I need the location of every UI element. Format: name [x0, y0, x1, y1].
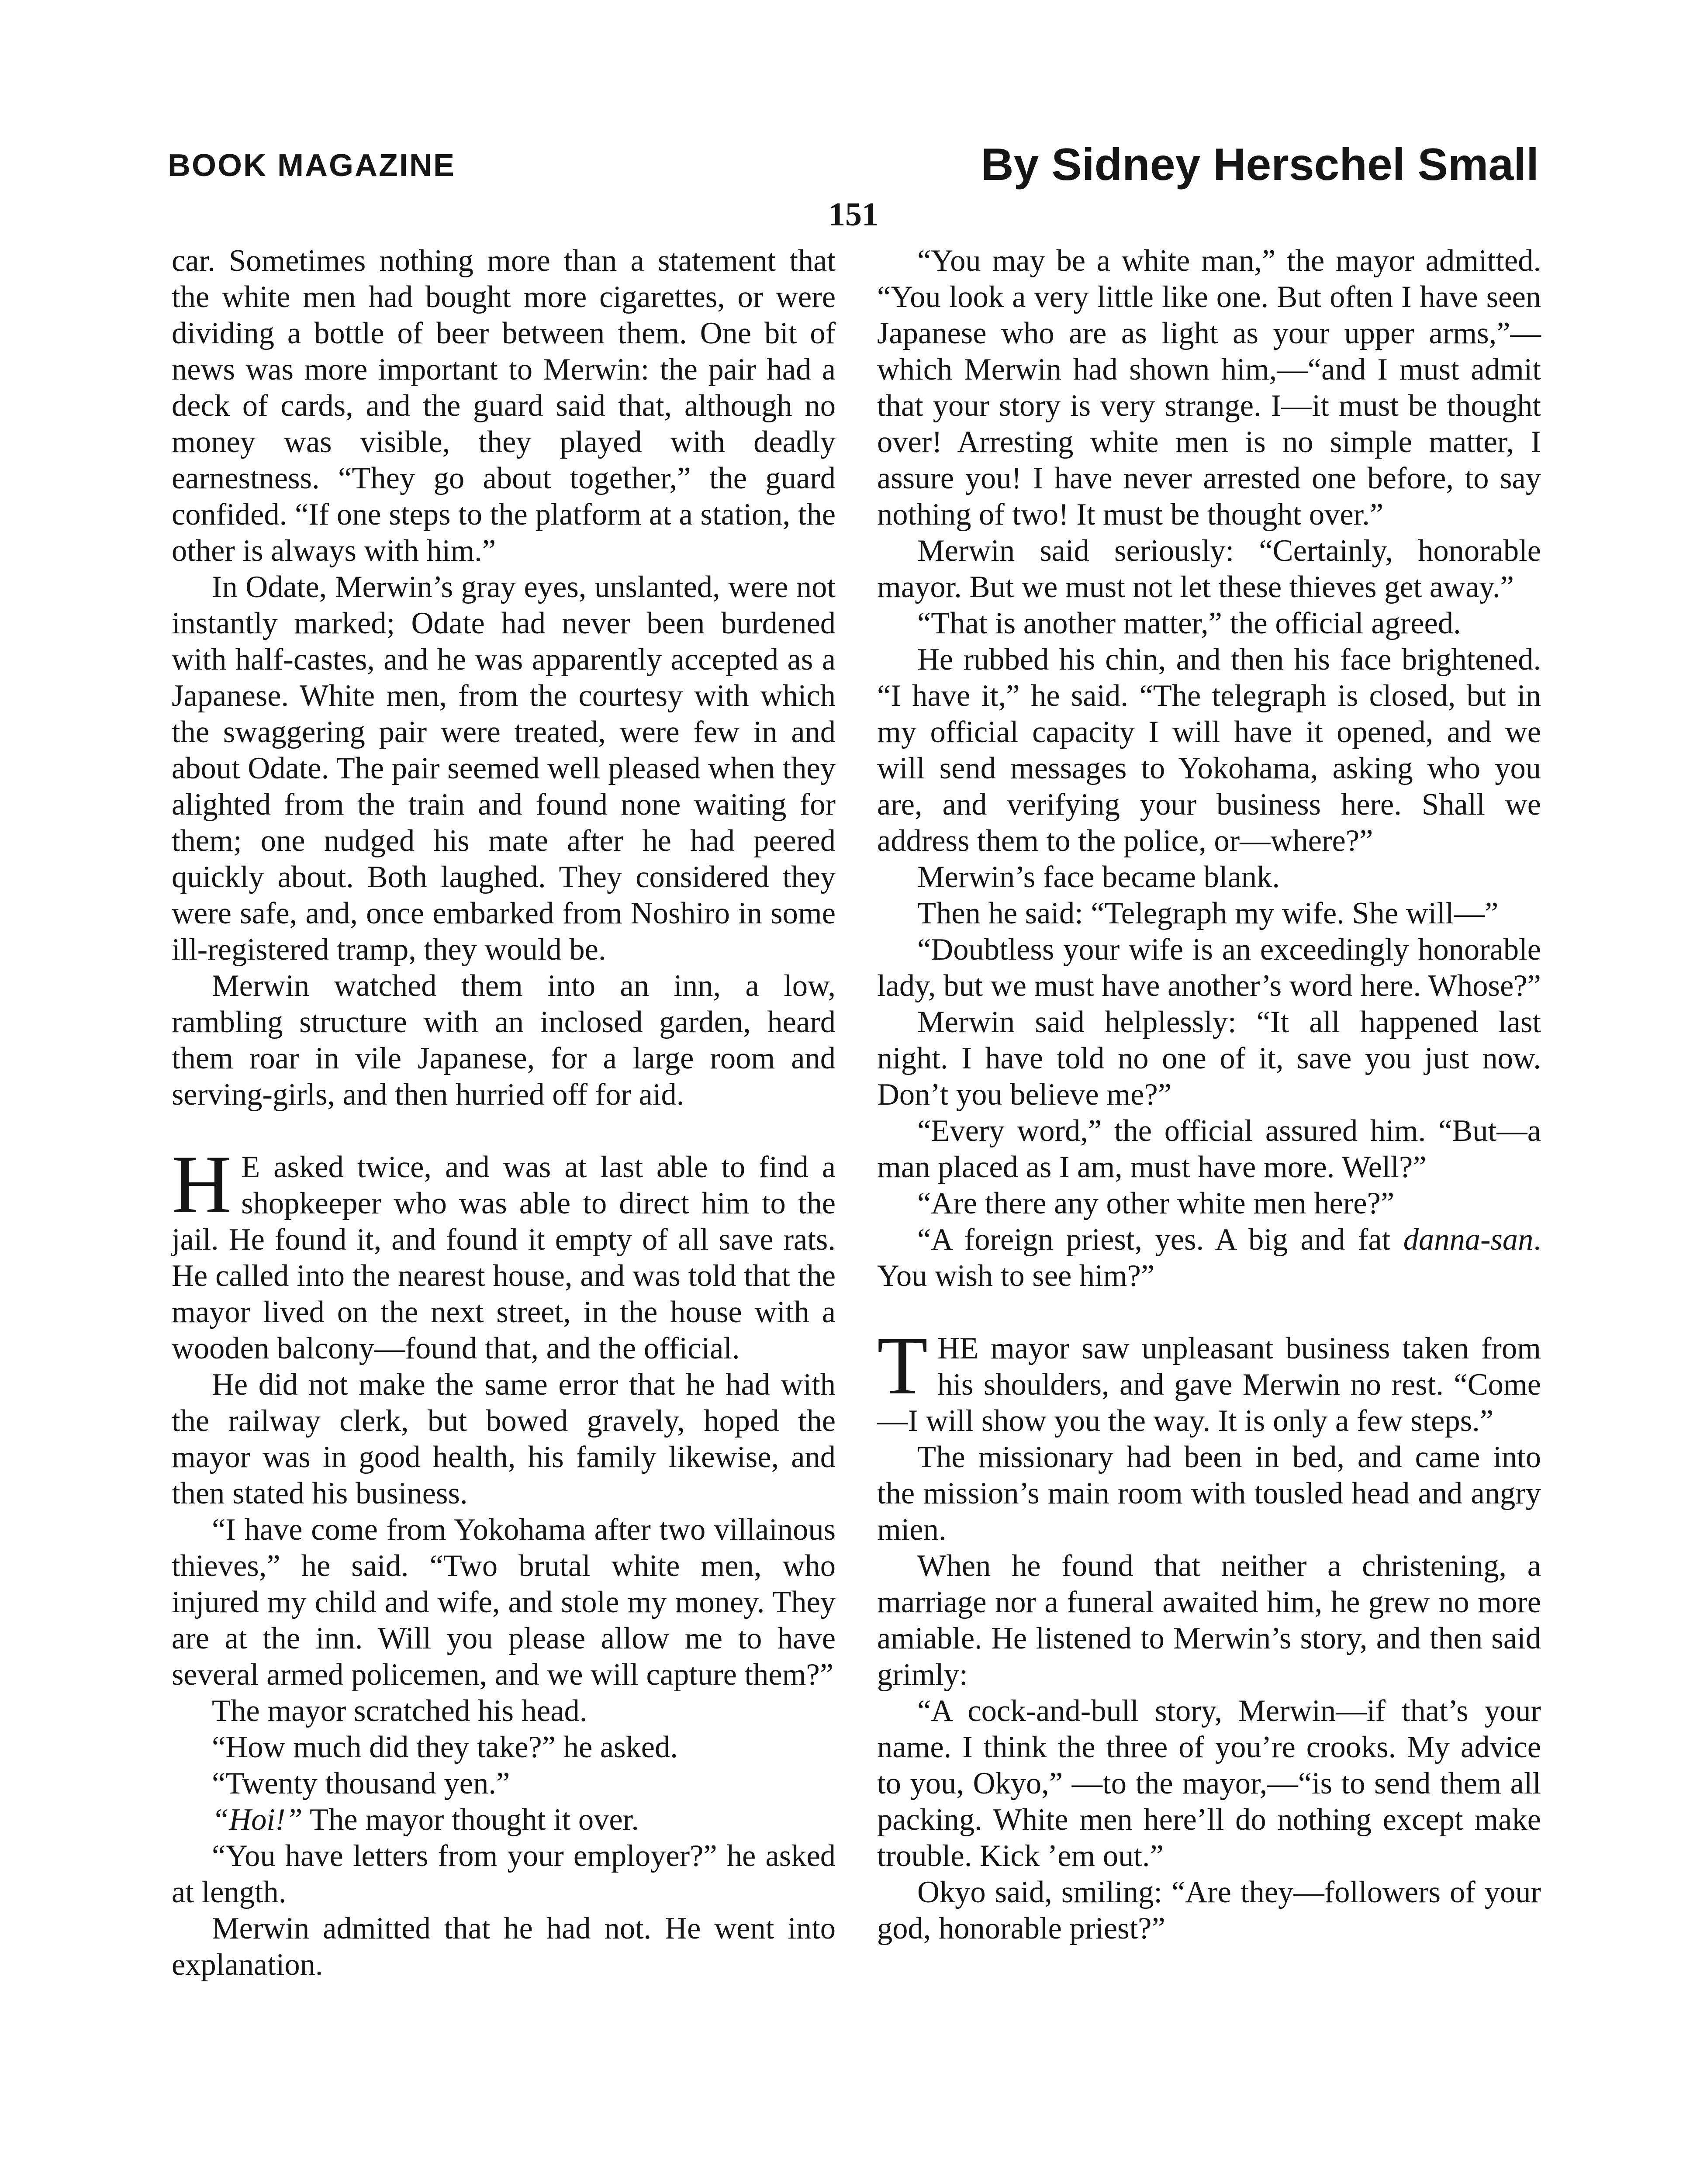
paragraph: He rubbed his chin, and then his face brightened. “I have it,” he said. “The telegraph is closed, but in my official capacity I will have it opened, and we will send messages to Yokohama, asking who you are, and verifying your business here. Shall we address them to the police, or—where?”	[877, 643, 1541, 858]
paragraph: “I have come from Yokohama after two villainous thieves,” he said. “Two brutal white men, who injured my child and wife, and stole my money. They are at the inn. Will you please allow me to have several armed policemen, and we will capture them?”	[172, 1513, 836, 1692]
drop-cap-letter: T	[877, 1320, 928, 1412]
paragraph: He did not make the same error that he had with the railway clerk, but bowed gravely, hoped the mayor was in good health, his family likewise, and then stated his business.	[172, 1368, 836, 1510]
paragraph-drop-cap	[877, 1320, 1541, 1439]
paragraph	[172, 1802, 836, 1838]
paragraph-text: The mayor thought it over.	[302, 1803, 639, 1837]
paragraph-text: “A foreign priest, yes. A big and fat	[917, 1223, 1403, 1257]
paragraph: “A cock-and-bull story, Merwin—if that’s your name. I think the three of you’re crooks. My advice to you, Okyo,” —to the mayor,—“is to send them all packing. White men here’ll do nothing except make trouble. Kick ’em out.”	[877, 1694, 1541, 1873]
paragraph: “Every word,” the official assured him. “But—a man placed as I am, must have more. Well?”	[877, 1114, 1541, 1184]
left-column	[172, 243, 836, 1983]
paragraph: Merwin admitted that he had not. He went into explanation.	[172, 1911, 836, 1982]
paragraph: car. Sometimes nothing more than a statement that the white men had bought more cigarettes, or were dividing a bottle of beer between them. One bit of news was more important to Merwin: the pair had a deck of cards, and the guard said that, although no money was visible, they played with deadly earnestness. “They go about together,” the guard confided. “If one steps to the platform at a station, the other is always with him.”	[172, 244, 836, 568]
paragraph: Then he said: “Telegraph my wife. She will—”	[917, 896, 1499, 930]
paragraph: “That is another matter,” the official agreed.	[917, 606, 1461, 640]
paragraph: “Twenty thousand yen.”	[212, 1766, 510, 1800]
page-number: 151	[829, 196, 878, 233]
author-byline: By Sidney Herschel Small	[981, 139, 1539, 190]
paragraph: Merwin said seriously: “Certainly, honorable mayor. But we must not let these thieves get away.”	[877, 534, 1541, 604]
drop-cap-letter: H	[172, 1139, 232, 1230]
paragraph-drop-cap	[172, 1139, 836, 1367]
paragraph-text: HE mayor saw unpleasant business taken from his shoulders, and gave Merwin no rest. “Come—I will show you the way. It is only a few steps.”	[877, 1331, 1541, 1438]
paragraph-text: . You wish to see him?”	[877, 1223, 1541, 1293]
paragraph: “How much did they take?” he asked.	[212, 1730, 678, 1764]
paragraph: When he found that neither a christening, a marriage nor a funeral awaited him, he grew no more amiable. He listened to Merwin’s story, and then said grimly:	[877, 1549, 1541, 1692]
paragraph: “You may be a white man,” the mayor admitted. “You look a very little like one. But often I have seen Japanese who are as light as your upper arms,”—which Merwin had shown him,—“and I must admit that your story is very strange. I—it must be thought over! Arresting white men is no simple matter, I assure you! I have never arrested one before, to say nothing of two! It must be thought over.”	[877, 244, 1541, 532]
right-column	[877, 243, 1541, 1947]
italic-text: danna-san	[1403, 1223, 1534, 1257]
paragraph: Okyo said, smiling: “Are they—followers of your god, honorable priest?”	[877, 1875, 1541, 1946]
paragraph	[877, 1222, 1541, 1294]
paragraph: The mayor scratched his head.	[212, 1694, 587, 1728]
magazine-title: BOOK MAGAZINE	[168, 148, 456, 183]
paragraph: “You have letters from your employer?” he asked at length.	[172, 1839, 836, 1909]
italic-text: “Hoi!”	[212, 1803, 303, 1837]
paragraph: Merwin watched them into an inn, a low, rambling structure with an inclosed garden, heard them roar in vile Japanese, for a large room and serving-girls, and then hurried off for aid.	[172, 969, 836, 1112]
paragraph: In Odate, Merwin’s gray eyes, unslanted, were not instantly marked; Odate had never been burdened with half-castes, and he was apparently accepted as a Japanese. White men, from the courtesy with which the swaggering pair were treated, were few in and about Odate. The pair seemed well pleased when they alighted from the train and found none waiting for them; one nudged his mate after he had peered quickly about. Both laughed. They considered they were safe, and, once embarked from Noshiro in some ill-registered tramp, they would be.	[172, 570, 836, 967]
paragraph: “Are there any other white men here?”	[917, 1186, 1395, 1220]
paragraph: The missionary had been in bed, and came into the mission’s main room with tousled head and angry mien.	[877, 1440, 1541, 1547]
paragraph: “Doubtless your wife is an exceedingly honorable lady, but we must have another’s word here. Whose?”	[877, 933, 1541, 1003]
paragraph-text: E asked twice, and was at last able to find a shopkeeper who was able to direct him to the jail. He found it, and found it empty of all save rats. He called into the nearest house, and was told that the mayor lived on the next street, in the house with a wooden balcony—found that, and the official.	[172, 1150, 836, 1365]
paragraph: Merwin said helplessly: “It all happened last night. I have told no one of it, save you just now. Don’t you believe me?”	[877, 1005, 1541, 1112]
paragraph: Merwin’s face became blank.	[917, 860, 1280, 894]
